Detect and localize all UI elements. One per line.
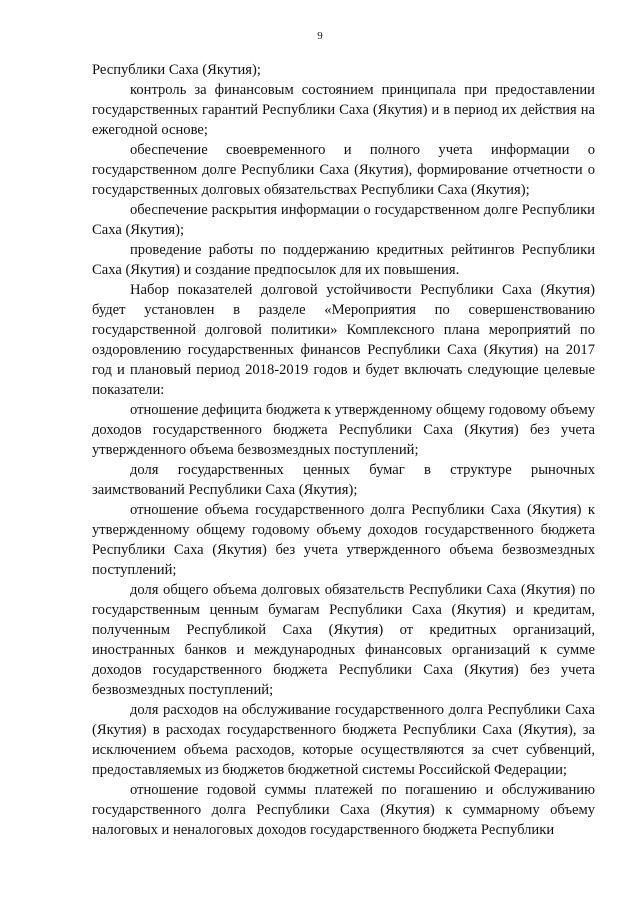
paragraph: проведение работы по поддержанию кредитных рейтингов Республики Саха (Якутия) и создание предпосылок для их повышения.	[92, 242, 595, 278]
paragraph: отношение объема государственного долга Республики Саха (Якутия) к утвержденному общему годовому объему доходов государственного бюджета Республики Саха (Якутия) без учета утвержденного объема безвозмездных поступлений;	[92, 502, 595, 578]
paragraph: обеспечение раскрытия информации о государственном долге Республики Саха (Якутия);	[92, 202, 595, 238]
paragraph: доля государственных ценных бумаг в структуре рыночных заимствований Республики Саха (Якутия);	[92, 462, 595, 498]
paragraph: обеспечение своевременного и полного учета информации о государственном долге Республики Саха (Якутия), формирование отчетности о государственных долговых обязательствах Республики Саха (Якутия);	[92, 142, 595, 198]
paragraph: отношение дефицита бюджета к утвержденному общему годовому объему доходов государственного бюджета Республики Саха (Якутия) без учета утвержденного объема безвозмездных поступлений;	[92, 402, 595, 458]
document-body	[92, 60, 595, 840]
paragraph: Набор показателей долговой устойчивости Республики Саха (Якутия) будет установлен в разделе «Мероприятия по совершенствованию государственной долговой политики» Комплексного плана мероприятий по оздоровлению государственных финансов Республики Саха (Якутия) на 2017 год и плановый период 2018-2019 годов и будет включать следующие целевые показатели:	[92, 282, 595, 398]
paragraph: контроль за финансовым состоянием принципала при предоставлении государственных гарантий Республики Саха (Якутия) и в период их действия на ежегодной основе;	[92, 82, 595, 138]
paragraph-continuation: Республики Саха (Якутия);	[92, 62, 261, 78]
page-number: 9	[317, 30, 323, 42]
paragraph: доля расходов на обслуживание государственного долга Республики Саха (Якутия) в расходах государственного бюджета Республики Саха (Якутия), за исключением объема расходов, которые осуществляются за счет субвенций, предоставляемых из бюджетов бюджетной системы Российской Федерации;	[92, 702, 595, 778]
paragraph: отношение годовой суммы платежей по погашению и обслуживанию государственного долга Республики Саха (Якутия) к суммарному объему налоговых и неналоговых доходов государственного бюджета Республики	[92, 782, 595, 838]
paragraph: доля общего объема долговых обязательств Республики Саха (Якутия) по государственным ценным бумагам Республики Саха (Якутия) и кредитам, полученным Республикой Саха (Якутия) от кредитных организаций, иностранных банков и международных финансовых организаций к сумме доходов государственного бюджета Республики Саха (Якутия) без учета безвозмездных поступлений;	[92, 582, 595, 698]
